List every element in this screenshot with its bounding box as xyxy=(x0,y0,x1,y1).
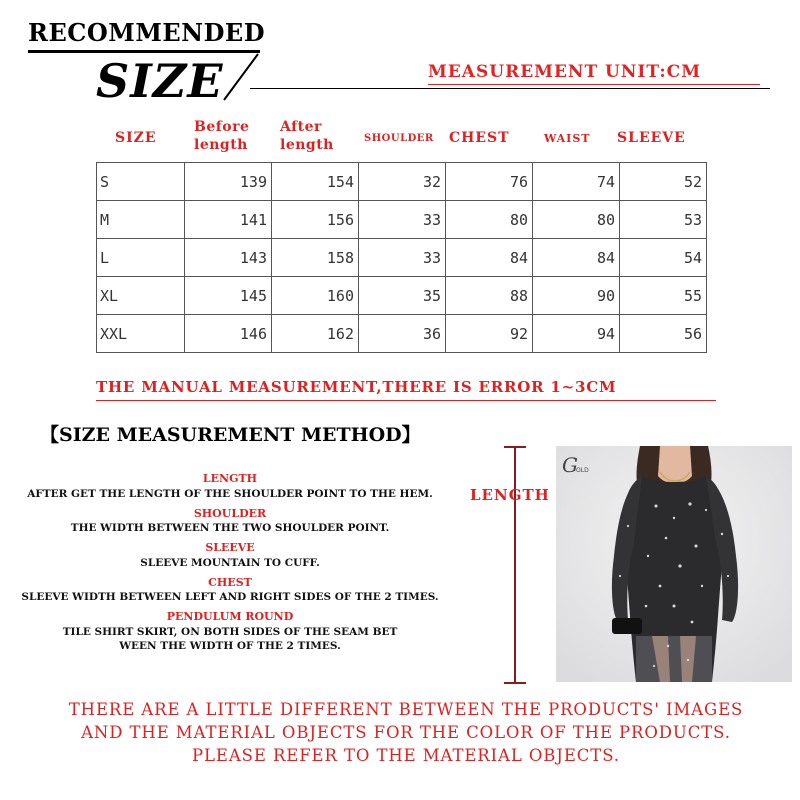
cell-chest: 80 xyxy=(446,201,533,239)
cell-size: XL xyxy=(97,277,185,315)
recommended-heading: RECOMMENDED xyxy=(28,18,266,47)
table-row xyxy=(97,239,707,277)
length-marker-bottom-cap xyxy=(504,682,526,684)
cell-size: S xyxy=(97,163,185,201)
size-heading: SIZE xyxy=(96,54,224,108)
disclaimer-line-2: AND THE MATERIAL OBJECTS FOR THE COLOR OF THE PRODUCTS. xyxy=(81,723,731,742)
column-header-after-line1: After xyxy=(280,119,322,135)
column-header-before-line2: length xyxy=(194,137,248,153)
cell-before-length: 139 xyxy=(185,163,272,201)
cell-sleeve: 55 xyxy=(620,277,707,315)
term-pendulum-round: PENDULUM ROUND xyxy=(166,610,294,623)
cell-before-length: 146 xyxy=(185,315,272,353)
column-header-before-line1: Before xyxy=(194,119,250,135)
cell-before-length: 143 xyxy=(185,239,272,277)
cell-after-length: 162 xyxy=(272,315,359,353)
cell-size: L xyxy=(97,239,185,277)
cell-sleeve: 52 xyxy=(620,163,707,201)
brand-logo-letter: G xyxy=(562,453,578,477)
desc-sleeve: SLEEVE MOUNTAIN TO CUFF. xyxy=(140,557,320,569)
column-header-size: SIZE xyxy=(115,130,157,146)
cell-size: M xyxy=(97,201,185,239)
column-header-shoulder: SHOULDER xyxy=(364,133,434,144)
cell-before-length: 141 xyxy=(185,201,272,239)
method-heading: 【SIZE MEASUREMENT METHOD】 xyxy=(40,424,421,446)
error-underline xyxy=(96,400,716,401)
cell-before-length: 145 xyxy=(185,277,272,315)
desc-pendulum-round-line1: TILE SHIRT SKIRT, ON BOTH SIDES OF THE SEAM BET xyxy=(62,626,398,638)
cell-after-length: 154 xyxy=(272,163,359,201)
header-rule xyxy=(250,88,770,89)
desc-chest: SLEEVE WIDTH BETWEEN LEFT AND RIGHT SIDES OF THE 2 TIMES. xyxy=(21,591,439,603)
cell-waist: 80 xyxy=(533,201,620,239)
column-header-after-line2: length xyxy=(280,137,334,153)
cell-chest: 92 xyxy=(446,315,533,353)
table-row xyxy=(97,277,707,315)
column-header-waist: WAIST xyxy=(544,132,591,145)
cell-sleeve: 53 xyxy=(620,201,707,239)
length-marker-label: LENGTH xyxy=(470,486,550,504)
desc-pendulum-round-line2: WEEN THE WIDTH OF THE 2 TIMES. xyxy=(119,640,341,652)
cell-waist: 94 xyxy=(533,315,620,353)
cell-shoulder: 33 xyxy=(359,201,446,239)
table-row xyxy=(97,163,707,201)
brand-logo xyxy=(560,452,600,484)
cell-sleeve: 56 xyxy=(620,315,707,353)
cell-shoulder: 33 xyxy=(359,239,446,277)
disclaimer-line-1: THERE ARE A LITTLE DIFFERENT BETWEEN THE PRODUCTS' IMAGES xyxy=(68,700,744,719)
column-header-after-length xyxy=(280,118,334,154)
cell-size: XXL xyxy=(97,315,185,353)
brand-logo-text: OLD xyxy=(576,467,589,474)
length-marker-line xyxy=(514,447,516,683)
term-sleeve: SLEEVE xyxy=(205,541,255,554)
desc-shoulder: THE WIDTH BETWEEN THE TWO SHOULDER POINT. xyxy=(70,522,390,534)
cell-chest: 88 xyxy=(446,277,533,315)
size-chart-table xyxy=(96,162,707,353)
cell-chest: 84 xyxy=(446,239,533,277)
column-header-sleeve: SLEEVE xyxy=(617,130,686,146)
table-row xyxy=(97,201,707,239)
unit-underline xyxy=(428,84,760,85)
cell-after-length: 156 xyxy=(272,201,359,239)
column-header-chest: CHEST xyxy=(449,130,510,146)
term-chest: CHEST xyxy=(208,576,252,589)
cell-shoulder: 36 xyxy=(359,315,446,353)
disclaimer-line-3: PLEASE REFER TO THE MATERIAL OBJECTS. xyxy=(192,746,620,765)
slash-decoration-icon xyxy=(218,52,262,102)
cell-chest: 76 xyxy=(446,163,533,201)
brand-logo-icon xyxy=(560,452,600,480)
cell-shoulder: 35 xyxy=(359,277,446,315)
cell-after-length: 158 xyxy=(272,239,359,277)
table-row xyxy=(97,315,707,353)
term-shoulder: SHOULDER xyxy=(193,507,267,520)
cell-waist: 74 xyxy=(533,163,620,201)
cell-waist: 90 xyxy=(533,277,620,315)
error-note: THE MANUAL MEASUREMENT,THERE IS ERROR 1~3CM xyxy=(96,378,617,396)
column-header-before-length xyxy=(194,118,249,154)
cell-after-length: 160 xyxy=(272,277,359,315)
measurement-unit-label: MEASUREMENT UNIT:CM xyxy=(428,62,702,82)
cell-shoulder: 32 xyxy=(359,163,446,201)
length-marker-top-cap xyxy=(504,446,526,448)
cell-waist: 84 xyxy=(533,239,620,277)
cell-sleeve: 54 xyxy=(620,239,707,277)
term-length: LENGTH xyxy=(202,472,258,485)
desc-length: AFTER GET THE LENGTH OF THE SHOULDER POINT TO THE HEM. xyxy=(27,488,433,500)
